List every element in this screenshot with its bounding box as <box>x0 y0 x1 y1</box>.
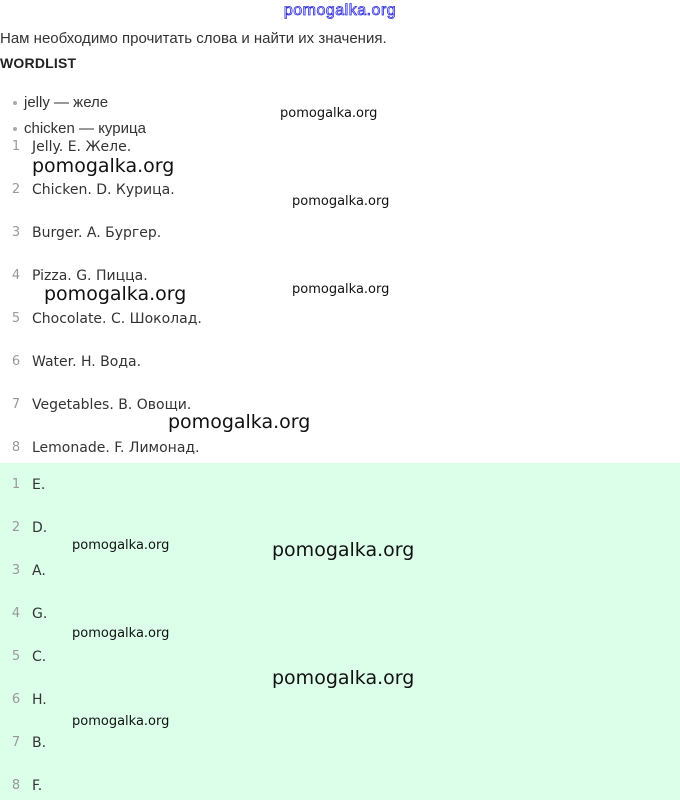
watermark: pomogalka.org <box>72 714 170 729</box>
line-text: Chicken. D. Курица. <box>32 181 175 198</box>
watermark: pomogalka.org <box>44 283 187 305</box>
answer-line <box>0 764 680 807</box>
line-number: 8 <box>11 440 21 455</box>
line-text: Burger. A. Бургер. <box>32 224 162 241</box>
answer-line <box>0 463 680 506</box>
line-text: Jelly. E. Желе. <box>32 138 132 155</box>
line-text: Chocolate. C. Шоколад. <box>32 310 202 327</box>
wordlist <box>10 92 210 137</box>
task-line <box>0 340 680 383</box>
watermark: pomogalka.org <box>72 626 170 641</box>
line-number: 2 <box>11 182 21 197</box>
site-title[interactable]: pomogalka.org <box>283 2 397 19</box>
intro-text: Нам необходимо прочитать слова и найти их значения. <box>0 30 387 47</box>
watermark: pomogalka.org <box>168 411 311 433</box>
watermark: pomogalka.org <box>272 667 415 689</box>
answer-text: D. <box>32 519 48 536</box>
answer-text: G. <box>32 605 48 622</box>
answer-text: B. <box>32 734 47 751</box>
wordlist-item: jelly — желе <box>10 92 210 118</box>
line-number: 1 <box>11 477 21 492</box>
line-number: 7 <box>11 397 21 412</box>
line-number: 6 <box>11 354 21 369</box>
answer-text: H. <box>32 691 47 708</box>
watermark: pomogalka.org <box>292 282 390 297</box>
watermark: pomogalka.org <box>72 538 170 553</box>
watermark: pomogalka.org <box>280 106 378 121</box>
wordlist-item: chicken — курица <box>10 118 210 144</box>
line-number: 7 <box>11 735 21 750</box>
answer-text: F. <box>32 777 43 794</box>
line-number: 1 <box>11 139 21 154</box>
line-number: 5 <box>11 311 21 326</box>
task-line <box>0 211 680 254</box>
line-number: 8 <box>11 778 21 793</box>
line-number: 2 <box>11 520 21 535</box>
answer-text: E. <box>32 476 46 493</box>
line-number: 3 <box>11 563 21 578</box>
line-text: Water. H. Вода. <box>32 353 142 370</box>
line-text: Pizza. G. Пицца. <box>32 267 148 284</box>
line-number: 3 <box>11 225 21 240</box>
watermark: pomogalka.org <box>272 539 415 561</box>
line-number: 5 <box>11 649 21 664</box>
answer-text: C. <box>32 648 47 665</box>
line-number: 4 <box>11 268 21 283</box>
wordlist-title: WORDLIST <box>0 55 77 71</box>
line-text: Vegetables. B. Овощи. <box>32 396 192 413</box>
answer-text: A. <box>32 562 46 579</box>
watermark: pomogalka.org <box>292 194 390 209</box>
watermark: pomogalka.org <box>32 155 175 177</box>
line-number: 6 <box>11 692 21 707</box>
task-line <box>0 383 680 426</box>
line-number: 4 <box>11 606 21 621</box>
line-text: Lemonade. F. Лимонад. <box>32 439 200 456</box>
